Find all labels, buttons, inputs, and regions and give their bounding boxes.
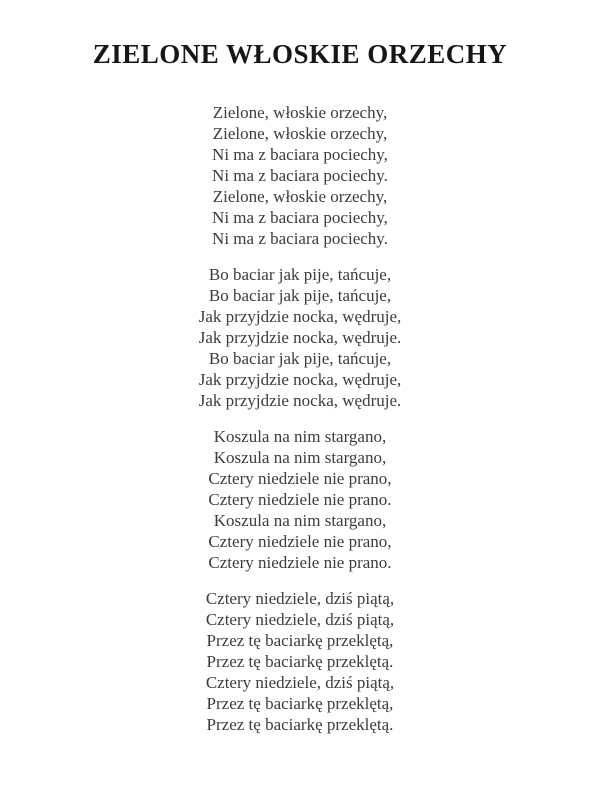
lyric-line: Koszula na nim stargano, (213, 427, 387, 446)
stanza-2 (0, 264, 600, 411)
lyric-line: Jak przyjdzie nocka, wędruje, (198, 370, 402, 389)
lyric-line: Bo baciar jak pije, tańcuje, (208, 286, 392, 305)
lyric-line: Cztery niedziele nie prano, (208, 532, 392, 551)
stanza-1 (0, 102, 600, 249)
lyric-line: Cztery niedziele nie prano. (208, 553, 392, 572)
lyric-line: Bo baciar jak pije, tańcuje, (208, 265, 392, 284)
lyric-line: Ni ma z baciara pociechy. (212, 166, 388, 185)
lyrics-body (0, 68, 600, 735)
lyric-line: Jak przyjdzie nocka, wędruje. (198, 391, 402, 410)
page-title: ZIELONE WŁOSKIE ORZECHY (92, 39, 508, 69)
lyric-line: Ni ma z baciara pociechy, (212, 145, 388, 164)
lyric-line: Przez tę baciarkę przeklętą. (206, 652, 394, 671)
lyric-line: Cztery niedziele, dziś piątą, (205, 589, 395, 608)
lyric-line: Jak przyjdzie nocka, wędruje, (198, 307, 402, 326)
lyric-line: Ni ma z baciara pociechy, (212, 208, 388, 227)
lyric-line: Przez tę baciarkę przeklętą, (206, 631, 394, 650)
lyric-line: Ni ma z baciara pociechy. (212, 229, 388, 248)
lyric-line: Bo baciar jak pije, tańcuje, (208, 349, 392, 368)
lyric-line: Przez tę baciarkę przeklętą, (206, 694, 394, 713)
lyric-line: Koszula na nim stargano, (213, 511, 387, 530)
stanza-3 (0, 426, 600, 573)
stanza-4 (0, 588, 600, 735)
lyric-line: Przez tę baciarkę przeklętą. (206, 715, 394, 734)
lyric-line: Cztery niedziele nie prano. (208, 490, 392, 509)
lyric-line: Zielone, włoskie orzechy, (212, 103, 388, 122)
lyric-line: Zielone, włoskie orzechy, (212, 124, 388, 143)
lyric-line: Zielone, włoskie orzechy, (212, 187, 388, 206)
lyric-line: Cztery niedziele nie prano, (208, 469, 392, 488)
lyric-line: Koszula na nim stargano, (213, 448, 387, 467)
lyric-line: Cztery niedziele, dziś piątą, (205, 610, 395, 629)
lyric-line: Jak przyjdzie nocka, wędruje. (198, 328, 402, 347)
lyric-line: Cztery niedziele, dziś piątą, (205, 673, 395, 692)
